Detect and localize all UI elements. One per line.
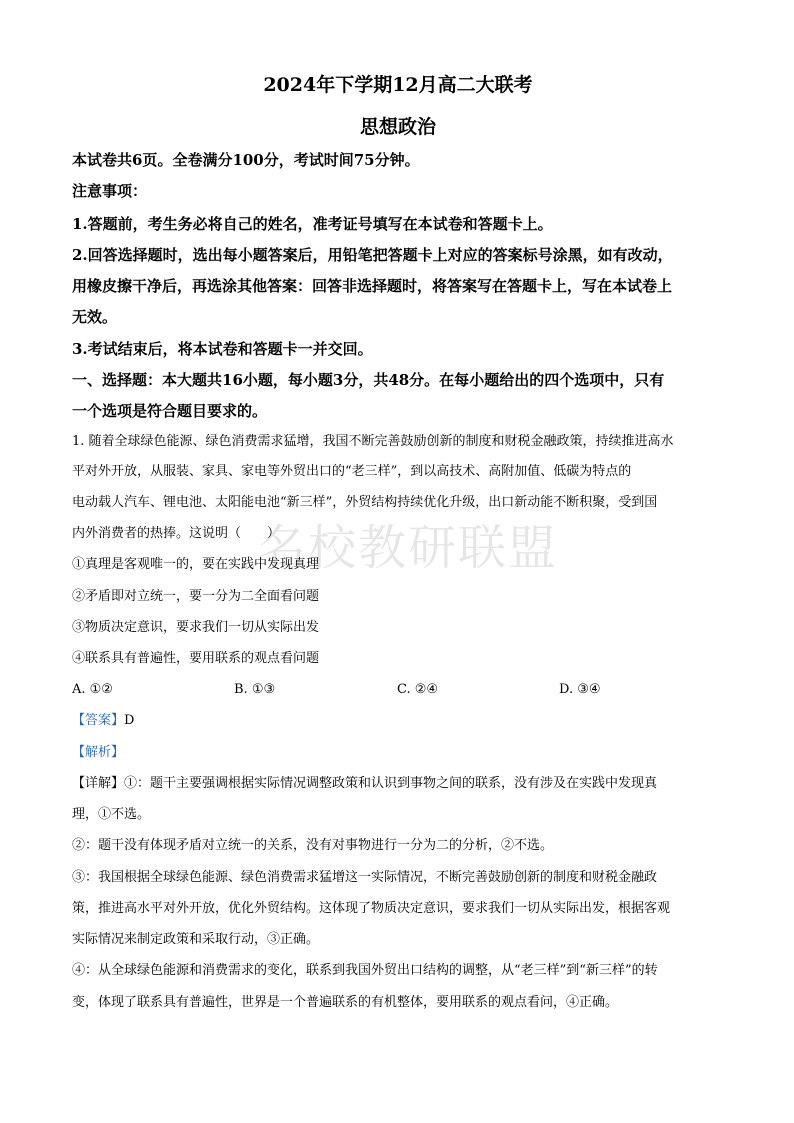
- notice-rule: 无效。: [72, 308, 118, 326]
- question-stem: 1. 随着全球绿色能源、绿色消费需求猛增，我国不断完善鼓励创新的制度和财税金融政策，持续推进高水: [72, 434, 674, 449]
- notice-rule: 1.答题前，考生务必将自己的姓名，准考证号填写在本试卷和答题卡上。: [72, 215, 553, 233]
- question-stem: 电动载人汽车、锂电池、太阳能电池“新三样”，外贸结构持续优化升级，出口新动能不断积聚，受到国: [72, 495, 658, 510]
- detail-line: ④：从全球绿色能源和消费需求的变化，联系到我国外贸出口结构的调整，从“老三样”到“新三样”的转: [72, 963, 658, 978]
- detail-line: ②：题干没有体现矛盾对立统一的关系，没有对事物进行一分为二的分析，②不选。: [72, 838, 554, 853]
- question-statement: ②矛盾即对立统一，要一分为二全面看问题: [72, 589, 320, 604]
- option-c: C. ②④: [397, 682, 439, 697]
- exam-title: 2024年下学期12月高二大联考: [263, 74, 533, 96]
- question-statement: ①真理是客观唯一的，要在实践中发现真理: [72, 557, 320, 572]
- exam-summary: 本试卷共6页。全卷满分100分，考试时间75分钟。: [72, 151, 420, 169]
- notice-title: 注意事项：: [72, 182, 148, 200]
- detail-line: 变，体现了联系具有普遍性，世界是一个普遍联系的有机整体，要用联系的观点看问，④正确。: [72, 995, 619, 1010]
- detail-line: 理，①不选。: [72, 807, 151, 822]
- option-b: B. ①③: [234, 682, 276, 697]
- detail-line: [72, 775, 724, 793]
- answer-label: 【答案】: [72, 713, 125, 728]
- option-a: A. ①②: [72, 682, 113, 697]
- analysis-label: 【解析】: [72, 745, 125, 760]
- question-stem: 平对外开放，从服装、家具、家电等外贸出口的“老三样”，到以高技术、高附加值、低碳为特点的: [72, 464, 632, 479]
- notice-rule: 2.回答选择题时，选出每小题答案后，用铅笔把答题卡上对应的答案标号涂黑，如有改动，: [72, 246, 673, 264]
- section-heading: 一个选项是符合题目要求的。: [72, 402, 268, 420]
- watermark: 名校教研联盟: [258, 520, 559, 576]
- section-heading: 一、选择题：本大题共16小题，每小题3分，共48分。在每小题给出的四个选项中，只有: [72, 371, 665, 389]
- detail-label: 【详解】: [72, 776, 125, 791]
- detail-text: ①：题干主要强调根据实际情况调整政策和认识到事物之间的联系，没有涉及在实践中发现真: [124, 776, 658, 791]
- option-d: D. ③④: [559, 682, 601, 697]
- detail-line: ③：我国根据全球绿色能源、绿色消费需求猛增这一实际情况，不断完善鼓励创新的制度和财税金融政: [72, 870, 658, 885]
- notice-rule: 3.考试结束后，将本试卷和答题卡一并交回。: [72, 340, 373, 358]
- answer-value: D: [124, 713, 135, 728]
- answer-line: [72, 712, 724, 730]
- detail-line: 实际情况来制定政策和采取行动，③正确。: [72, 932, 320, 947]
- question-statement: ④联系具有普遍性，要用联系的观点看问题: [72, 651, 320, 666]
- question-statement: ③物质决定意识，要求我们一切从实际出发: [72, 620, 320, 635]
- notice-rule: 用橡皮擦干净后，再选涂其他答案：回答非选择题时，将答案写在答题卡上，写在本试卷上: [72, 277, 673, 295]
- detail-line: 策，推进高水平对外开放，优化外贸结构。这体现了物质决定意识，要求我们一切从实际出发，根据客观: [72, 901, 671, 916]
- subject-title: 思想政治: [359, 116, 436, 138]
- question-stem: 内外消费者的热捧。这说明（ ）: [72, 526, 281, 541]
